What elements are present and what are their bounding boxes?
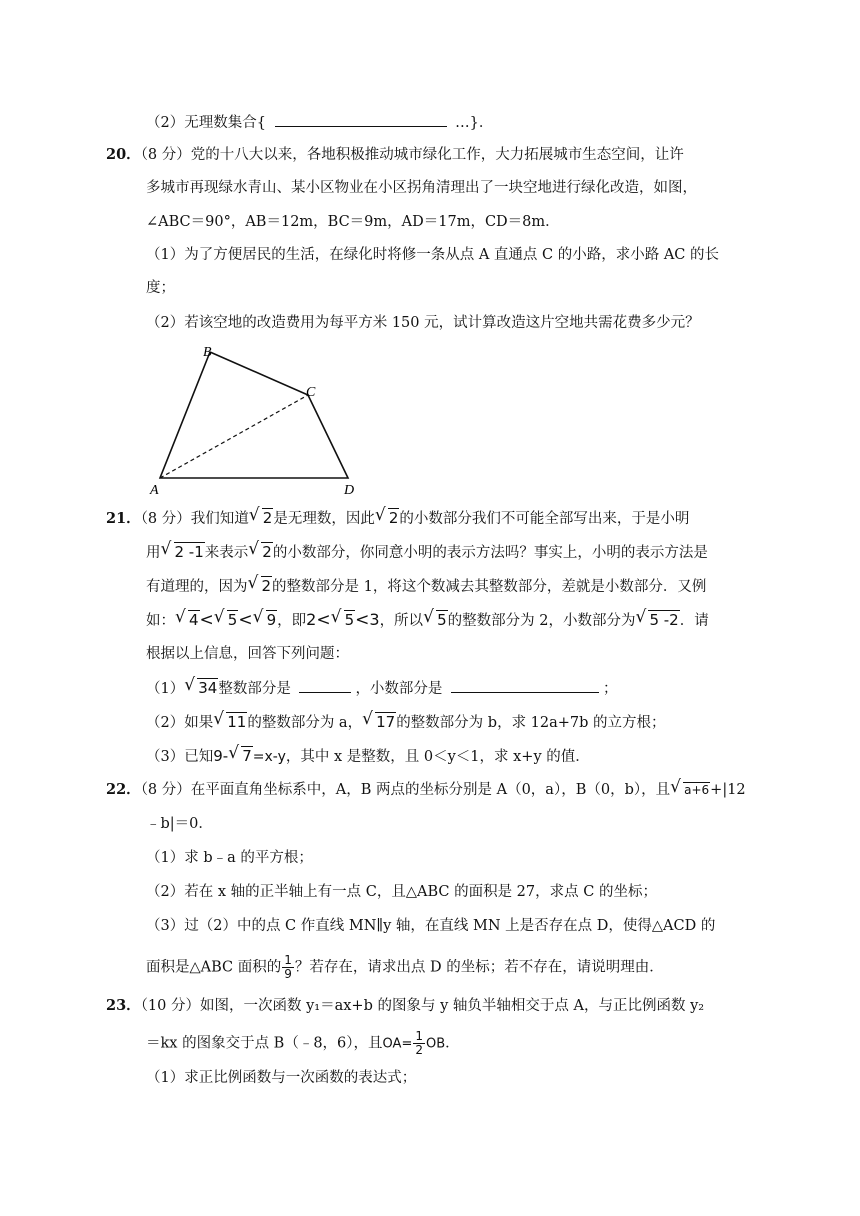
q20-part1-line-2: 度； [146, 280, 175, 296]
q22-line-1: 22．（8 分）在平面直角坐标系中，A，B 两点的坐标分别是 A（0，a），B（0，b），且√ a+6+|12 [106, 780, 746, 800]
q21-part3-line: （3）已知9-√ 7=x-y，其中 x 是整数，且 0＜y＜1，求 x+y 的值． [146, 746, 590, 767]
q22-part3-line-1: （3）过（2）中的点 C 作直线 MN∥y 轴，在直线 MN 上是否存在点 D，使得△ACD 的 [146, 918, 716, 934]
q20-line-3: ∠ABC＝90°，AB＝12m，BC＝9m，AD＝17m，CD＝8m． [146, 214, 560, 230]
irrational-set-line: （2）无理数集合{ …}． [146, 112, 493, 133]
q23-part1-line: （1）求正比例函数与一次函数的表达式； [146, 1070, 417, 1086]
q22-part2-line: （2）若在 x 轴的正半轴上有一点 C，且△ABC 的面积是 27，求点 C 的坐标； [146, 884, 657, 900]
vertex-label-c: C [306, 385, 316, 400]
q22-line-2: ﹣b|＝0． [146, 816, 213, 832]
answer-blank [299, 678, 351, 693]
sqrt-34: √ 34 [185, 678, 218, 699]
q22-part3-line-2: 面积是△ABC 面积的 $\frac{1}{9}$ ？若存在，请求出点 D 的坐标；若不存在，请说明理由． [146, 953, 664, 981]
sqrt-2: √ 2 [250, 508, 274, 529]
q23-line-1: 23．（10 分）如图，一次函数 y₁＝ax+b 的图象与 y 轴负半轴相交于点 A，与正比例函数 y₂ [106, 997, 705, 1014]
answer-blank [275, 112, 447, 127]
sqrt-2: √ 2 [376, 508, 400, 529]
q21-line-1: 21．（8 分）我们知道√ 2是无理数，因此√ 2的小数部分我们不可能全部写出来，于是小明 [106, 508, 689, 529]
sqrt-17: √ 17 [363, 712, 396, 733]
vertex-label-b: B [203, 345, 212, 360]
fraction-one-half: $\frac{1}{2}$ [415, 1029, 423, 1057]
sqrt-5: √ 5 [424, 610, 448, 631]
q21-line-2: 用√ 2 -1来表示√ 2的小数部分，你同意小明的表示方法吗？事实上，小明的表示方法是 [146, 542, 708, 563]
sqrt-5: √ 5 [215, 610, 239, 631]
sqrt-2-minus-1: √ 2 -1 [162, 542, 205, 563]
sqrt-7: √ 7 [229, 746, 253, 767]
q23-line-2: ＝kx 的图象交于点 B（﹣8，6），且OA= $\frac{1}{2}$ OB． [146, 1029, 460, 1057]
sqrt-5: √ 5 [332, 610, 356, 631]
sqrt-2: √ 2 [249, 542, 273, 563]
sqrt-4: √ 4 [176, 610, 200, 631]
q21-line-5: 根据以上信息，回答下列问题： [146, 646, 349, 662]
q21-part1-line: （1）√ 34整数部分是 ，小数部分是 ； [146, 678, 618, 699]
q21-line-3: 有道理的，因为√ 2的整数部分是 1，将这个数减去其整数部分，差就是小数部分．又例 [146, 576, 706, 597]
vertex-label-a: A [150, 483, 159, 496]
q22-part1-line: （1）求 b﹣a 的平方根； [146, 850, 313, 866]
q20-part1-line-1: （1）为了方便居民的生活，在绿化时将修一条从点 A 直通点 C 的小路，求小路 AC 的长 [146, 247, 720, 263]
sqrt-2: √ 2 [249, 576, 273, 597]
fraction-one-ninth: $\frac{1}{9}$ [284, 953, 292, 981]
q20-line-1: 20．（8 分）党的十八大以来，各地积极推动城市绿化工作，大力拓展城市生态空间，让许 [106, 146, 684, 163]
sqrt-11: √ 11 [214, 712, 247, 733]
vertex-label-d: D [344, 483, 355, 496]
q20-line-2: 多城市再现绿水青山、某小区物业在小区拐角清理出了一块空地进行绿化改造，如图， [146, 180, 697, 196]
q20-part2-line: （2）若该空地的改造费用为每平方米 150 元，试计算改造这片空地共需花费多少元？ [146, 315, 700, 331]
q21-line-4: 如：√ 4<√ 5<√ 9，即2<√ 5<3，所以√ 5的整数部分为 2，小数部分为√ 5 -2．请 [146, 610, 709, 631]
sqrt-5-minus-2: √ 5 -2 [636, 610, 679, 631]
sqrt-9: √ 9 [254, 610, 278, 631]
sqrt-a-plus-6: √ a+6 [671, 780, 710, 800]
quadrilateral-figure [140, 336, 370, 496]
answer-blank [451, 678, 599, 693]
dashed-ac-segment [160, 395, 308, 478]
quadrilateral-outline [160, 352, 348, 478]
q21-part2-line: （2）如果√ 11的整数部分为 a，√ 17的整数部分为 b，求 12a+7b 的立方根； [146, 712, 666, 733]
